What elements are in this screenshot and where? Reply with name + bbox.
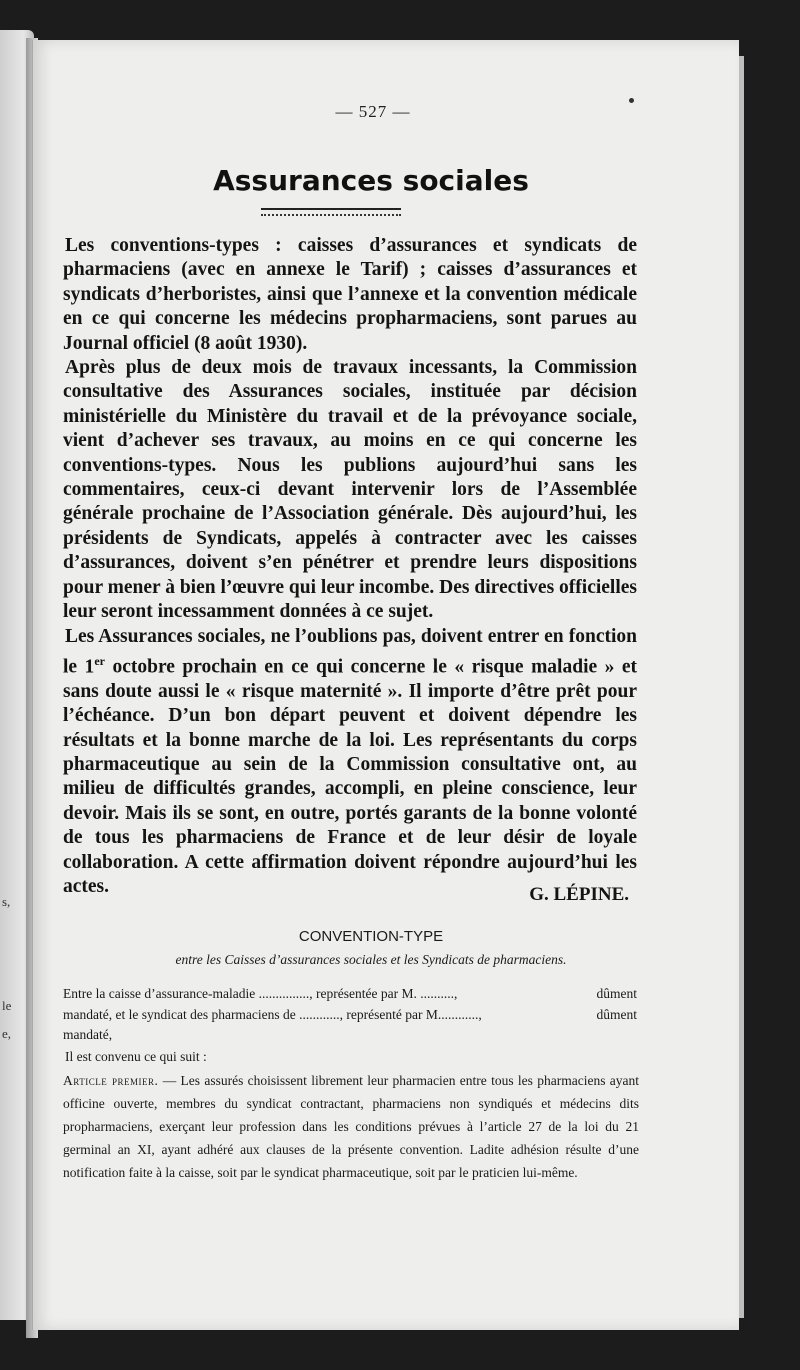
convention-subtitle: entre les Caisses d’assurances sociales et les Syndicats de pharmaciens. [175,952,567,967]
convention-title: CONVENTION-TYPE [298,928,444,945]
page-number: — 527 — [335,102,411,121]
convention-line: Il est convenu ce qui suit : [65,1049,207,1064]
fill-dots: ..............., [255,986,317,1001]
line-text: représentée par M. [316,986,417,1001]
title-rule [261,208,401,216]
ink-dot [629,98,634,103]
convention-line: mandaté, [63,1027,113,1042]
fill-dots: ............, [295,1007,347,1022]
left-page-fragment: le [2,998,12,1013]
line-text: représenté par M. [346,1007,442,1022]
signature: G. LÉPINE. [529,884,629,905]
paragraph-text: octobre prochain en ce qui concerne le « risque maladie » et sans doute aussi le « risque maternité ». Il importe d’être prêt pour l’échéance. D’un bon départ peuvent et doivent dépendre les résultats et la bonne marche de la loi. Les représentants du corps pharmaceutique au sein de la Commission consultative ont, au milieu de difficultés grandes, accompli, en pleine conscience, leur devoir. Mais ils se sont, en outre, portés garants de la bonne volonté de tous les pharmaciens de France et de leur désir de loyale collaboration. A cette affirmation doivent répondre aujourd’hui les actes. [63,656,637,898]
paragraph: Les conventions-types : caisses d’assurances et syndicats de pharmaciens (avec en annexe le Tarif) ; caisses d’assurances et syndicats d’herboristes, ainsi que l’annexe et la convention médicale en ce qui concerne les médecins propharmaciens, sont parues au Journal officiel (8 août 1930). [63,235,637,354]
ordinal-superscript: er [94,653,105,668]
article-body [63,234,637,899]
paragraph: Après plus de deux mois de travaux incessants, la Commission consultative des Assurances sociales, instituée par décision ministérielle du Ministère du travail et de la prévoyance sociale, vient d’achever ses travaux, au moins en ce qui concerne les conventions-types. Nous les publions aujourd’hui sans les commentaires, ceux-ci devant intervenir lors de l’Assemblée générale prochaine de l’Association générale. Dès aujourd’hui, les présidents de Syndicats, appelés à contracter avec les caisses d’assurances, doivent s’en pénétrer et prendre leurs dispositions pour mener à bien l’œuvre qui leur incombe. Des directives officielles leur seront incessamment données à ce sujet. [63,357,637,623]
article-premier [63,1069,639,1184]
left-page-fragment: e, [2,1026,12,1041]
paragraph-text: Les Assurances sociales, ne l’oublions pas, doivent entrer en fonction le 1 [63,625,637,678]
paragraph [63,625,637,900]
page-title: Assurances sociales [213,164,529,197]
document-page [32,40,739,1330]
line-text: dûment [596,986,637,1001]
line-text: Entre la caisse d’assurance-maladie [63,986,256,1001]
fill-dots: .........., [416,986,461,1001]
line-text: dûment [596,1007,637,1022]
article-label: Article premier. [63,1073,159,1088]
convention-line [63,982,637,1005]
left-page-fragment: s, [2,894,11,909]
line-text: mandaté, et le syndicat des pharmaciens de [63,1007,296,1022]
article-text: — Les assurés choisissent librement leur pharmacien entre tous les pharmaciens ayant officine ouverte, membres du syndicat contractant, pharmaciens non syndiqués et médecins dits propharmaciens, exerçant leur profession dans les conditions prévues à l’article 27 de la loi du 21 germinal an XI, ayant adhéré aux clauses de la présente convention. Ladite adhésion résulte d’une notification faite à la caisse, soit par le syndicat pharmaceutique, soit par le praticien lui-même. [63,1073,639,1180]
fill-dots: ..........., [441,1007,486,1022]
